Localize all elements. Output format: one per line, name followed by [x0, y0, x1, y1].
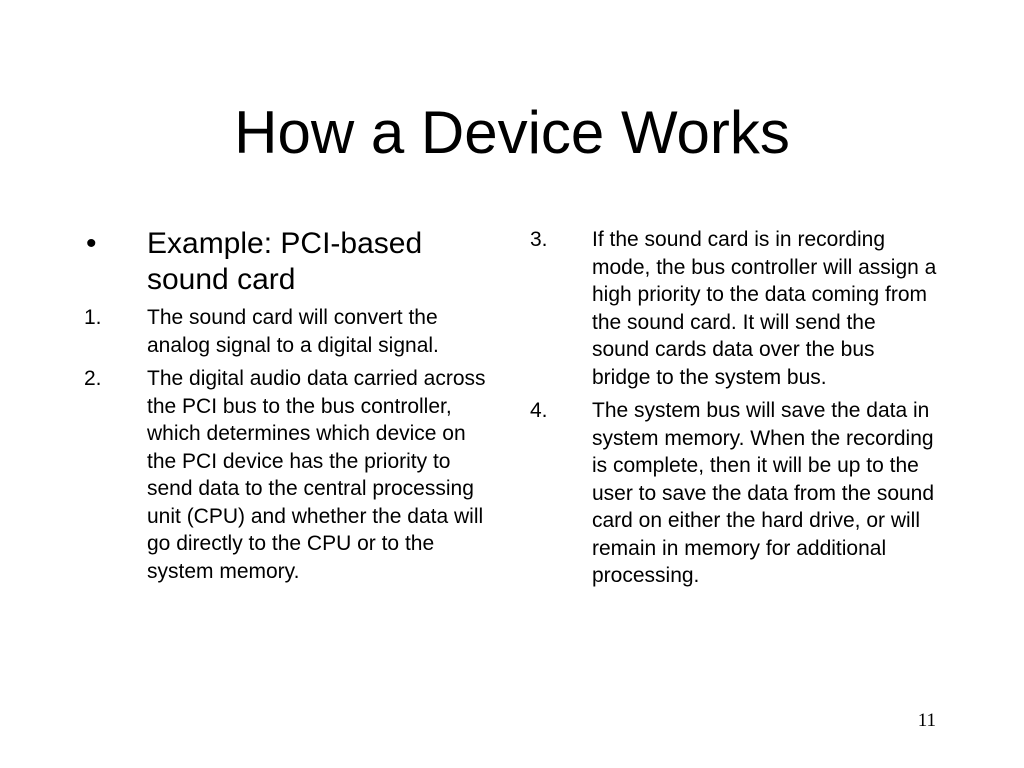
numbered-item-text: The system bus will save the data in system memory. When the recording is complete, then it will be up to the user to save the data from the sound card on either the hard drive, or will remain in memory for additional processing. — [592, 399, 935, 587]
numbered-item-marker: 2. — [84, 367, 102, 390]
numbered-item-marker: 3. — [530, 228, 548, 251]
numbered-item-2 — [84, 365, 504, 585]
numbered-item-4 — [530, 397, 950, 590]
numbered-item-marker: 4. — [530, 399, 548, 422]
numbered-item-1 — [84, 304, 504, 359]
numbered-item-text: The sound card will convert the analog signal to a digital signal. — [147, 306, 439, 357]
bullet-text: Example: PCI-based sound card — [147, 227, 423, 296]
left-column — [84, 226, 504, 585]
numbered-item-text: The digital audio data carried across the PCI bus to the bus controller, which determines which device on the PCI device has the priority to send data to the central processing unit (CPU) and whether the data will go directly to the CPU or to the system memory. — [147, 367, 486, 583]
page-number: 11 — [917, 710, 936, 731]
slide-title: How a Device Works — [234, 99, 790, 166]
bullet-marker: • — [86, 227, 97, 260]
numbered-item-text: If the sound card is in recording mode, the bus controller will assign a high priority to the data coming from the sound card. It will send the sound cards data over the bus bridge to the system bus. — [592, 228, 937, 389]
bullet-item — [84, 226, 504, 298]
right-column — [530, 226, 950, 590]
numbered-item-marker: 1. — [84, 306, 102, 329]
numbered-item-3 — [530, 226, 950, 391]
